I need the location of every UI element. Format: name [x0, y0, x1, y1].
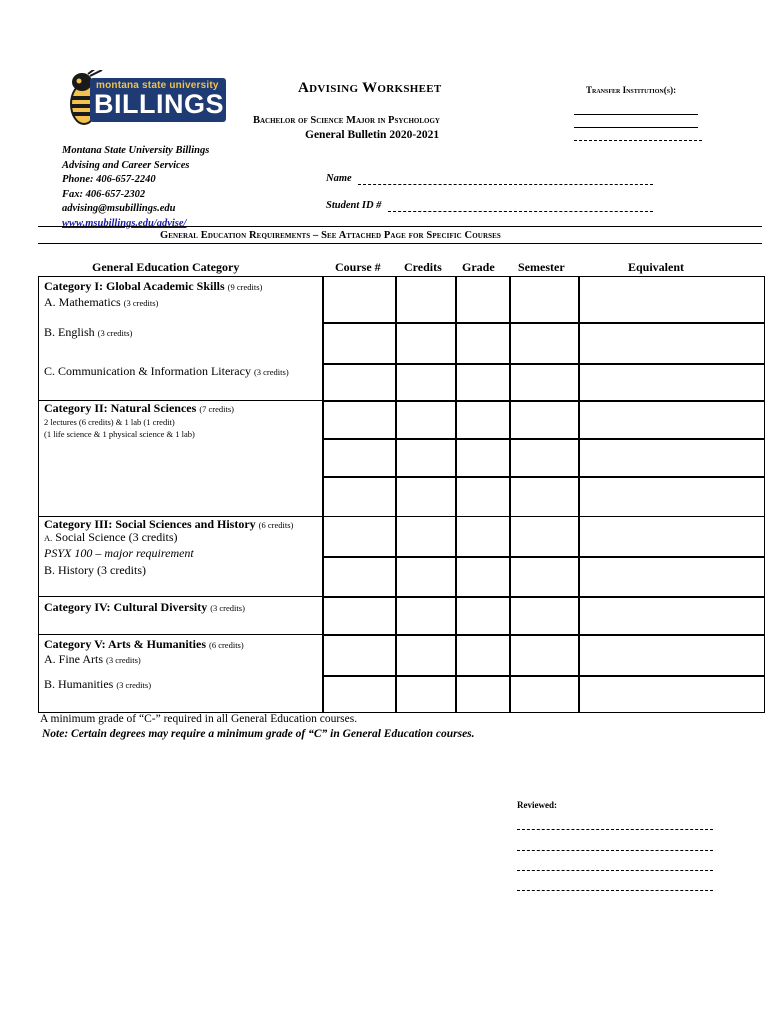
cat3-psyx: PSYX 100 – major requirement: [44, 546, 194, 560]
entry-cell-credits[interactable]: [396, 439, 456, 477]
entry-cell-credits[interactable]: [396, 597, 456, 635]
entry-cell-grade[interactable]: [456, 516, 510, 557]
entry-cell-grade[interactable]: [456, 323, 510, 364]
entry-cell-equivalent[interactable]: [579, 323, 765, 364]
reviewed-line-3[interactable]: [517, 870, 713, 871]
entry-cell-equivalent[interactable]: [579, 276, 765, 323]
col-header-semester: Semester: [518, 260, 565, 274]
gen-ed-table: [38, 276, 765, 713]
entry-cell-equivalent[interactable]: [579, 635, 765, 676]
cat2-credits: (7 credits): [199, 404, 235, 414]
entry-cell-grade[interactable]: [456, 401, 510, 439]
cat2-title-text: Category II: Natural Sciences: [44, 401, 197, 415]
student-id-input-line[interactable]: [388, 211, 653, 212]
name-field: [326, 173, 352, 184]
cat3-b: B. History (3 credits): [44, 563, 146, 577]
cat1-title: [44, 279, 262, 294]
entry-cell-course[interactable]: [323, 323, 396, 364]
reviewed-line-1[interactable]: [517, 829, 713, 830]
reviewed-line-4[interactable]: [517, 890, 713, 891]
entry-cell-course[interactable]: [323, 364, 396, 401]
cat3-a: [44, 530, 178, 545]
entry-cell-equivalent[interactable]: [579, 597, 765, 635]
entry-cell-grade[interactable]: [456, 276, 510, 323]
cat4-title-text: Category IV: Cultural Diversity: [44, 600, 208, 614]
transfer-line-2[interactable]: [574, 127, 698, 128]
name-label: Name: [326, 173, 352, 184]
cat1-c: [44, 364, 289, 379]
contact-phone: Phone: 406-657-2240: [62, 174, 156, 185]
contact-fax: Fax: 406-657-2302: [62, 188, 146, 200]
entry-cell-course[interactable]: [323, 477, 396, 517]
entry-cell-equivalent[interactable]: [579, 401, 765, 439]
contact-dept: Advising and Career Services: [62, 159, 190, 171]
entry-cell-credits[interactable]: [396, 401, 456, 439]
entry-cell-semester[interactable]: [510, 439, 579, 477]
cat5-a-credits: (3 credits): [106, 655, 141, 665]
cat2-line2: (1 life science & 1 physical science & 1 lab): [44, 429, 195, 439]
cat1-credits: (9 credits): [227, 282, 263, 292]
entry-cell-equivalent[interactable]: [579, 557, 765, 597]
student-id-label: Student ID #: [326, 200, 382, 211]
entry-cell-grade[interactable]: [456, 439, 510, 477]
cat1-b: [44, 325, 132, 340]
entry-cell-credits[interactable]: [396, 557, 456, 597]
transfer-institution-label: Transfer Institution(s):: [586, 85, 677, 95]
entry-cell-grade[interactable]: [456, 635, 510, 676]
col-header-category: General Education Category: [92, 260, 240, 274]
cat3-a-text: Social Science (3 credits): [55, 530, 178, 544]
entry-cell-semester[interactable]: [510, 597, 579, 635]
logo-main-text: BILLINGS: [94, 89, 224, 119]
entry-cell-credits[interactable]: [396, 477, 456, 517]
entry-cell-course[interactable]: [323, 516, 396, 557]
cat4-credits: (3 credits): [210, 603, 245, 613]
entry-cell-semester[interactable]: [510, 676, 579, 713]
entry-cell-course[interactable]: [323, 401, 396, 439]
cat1-a: [44, 295, 158, 310]
degree-grade-note: Note: Certain degrees may require a minimum grade of “C” in General Education courses.: [42, 728, 475, 740]
cat5-b-text: B. Humanities: [44, 677, 114, 691]
entry-cell-course[interactable]: [323, 276, 396, 323]
contact-url-link[interactable]: www.msubillings.edu/advise/: [62, 217, 187, 229]
cat4-title: [44, 600, 245, 615]
entry-cell-equivalent[interactable]: [579, 516, 765, 557]
cat5-b-credits: (3 credits): [116, 680, 152, 690]
cat5-b: [44, 677, 151, 692]
entry-cell-course[interactable]: [323, 439, 396, 477]
page-title: Advising Worksheet: [298, 80, 442, 96]
divider-bottom: [38, 243, 762, 244]
divider-top: [38, 226, 762, 227]
bulletin-title: General Bulletin 2020-2021: [305, 129, 440, 141]
gen-ed-heading: General Education Requirements – See Attached Page for Specific Courses: [160, 230, 501, 241]
entry-cell-semester[interactable]: [510, 635, 579, 676]
cat5-title: [44, 637, 244, 652]
entry-cell-grade[interactable]: [456, 557, 510, 597]
category-separator-4: [38, 634, 323, 635]
col-header-course: Course #: [335, 260, 381, 274]
entry-cell-credits[interactable]: [396, 364, 456, 401]
col-header-equivalent: Equivalent: [628, 260, 685, 274]
entry-cell-credits[interactable]: [396, 516, 456, 557]
entry-cell-grade[interactable]: [456, 364, 510, 401]
cat5-title-text: Category V: Arts & Humanities: [44, 637, 206, 651]
entry-cell-semester[interactable]: [510, 364, 579, 401]
cat5-credits: (6 credits): [209, 640, 244, 650]
col-header-grade: Grade: [462, 260, 495, 274]
entry-cell-credits[interactable]: [396, 635, 456, 676]
cat5-a: [44, 652, 141, 667]
cat3-a-prefix: A.: [44, 533, 53, 543]
cat1-title-text: Category I: Global Academic Skills: [44, 279, 225, 293]
contact-email: advising@msubillings.edu: [62, 203, 176, 214]
entry-cell-course[interactable]: [323, 676, 396, 713]
reviewed-line-2[interactable]: [517, 850, 713, 851]
entry-cell-credits[interactable]: [396, 323, 456, 364]
cat1-a-credits: (3 credits): [123, 298, 159, 308]
entry-cell-equivalent[interactable]: [579, 676, 765, 713]
transfer-line-1[interactable]: [574, 114, 698, 115]
name-input-line[interactable]: [358, 184, 653, 185]
entry-cell-grade[interactable]: [456, 597, 510, 635]
cat1-b-credits: (3 credits): [97, 328, 133, 338]
cat2-title: [44, 401, 234, 416]
col-header-credits: Credits: [404, 260, 442, 274]
cat1-a-text: A. Mathematics: [44, 295, 121, 309]
cat2-line1: 2 lectures (6 credits) & 1 lab (1 credit): [44, 417, 175, 427]
contact-org: Montana State University Billings: [62, 145, 210, 156]
reviewed-label: Reviewed:: [517, 800, 557, 810]
degree-title: Bachelor of Science Major in Psychology: [253, 115, 440, 126]
contact-block: [62, 144, 209, 231]
entry-cell-credits[interactable]: [396, 676, 456, 713]
min-grade-note: A minimum grade of “C-” required in all General Education courses.: [40, 713, 358, 725]
entry-cell-grade[interactable]: [456, 477, 510, 517]
cat3-title-text: Category III: Social Sciences and History: [44, 517, 256, 531]
entry-cell-semester[interactable]: [510, 477, 579, 517]
cat5-a-text: A. Fine Arts: [44, 652, 104, 666]
student-id-field: [326, 200, 381, 211]
transfer-line-3[interactable]: [574, 140, 702, 141]
cat3-credits: (6 credits): [258, 520, 294, 530]
category-separator-3: [38, 596, 323, 597]
msub-logo: [62, 70, 228, 130]
entry-cell-semester[interactable]: [510, 516, 579, 557]
entry-cell-equivalent[interactable]: [579, 364, 765, 401]
entry-cell-course[interactable]: [323, 597, 396, 635]
entry-cell-course[interactable]: [323, 635, 396, 676]
entry-cell-semester[interactable]: [510, 276, 579, 323]
cat1-c-credits: (3 credits): [253, 367, 289, 377]
cat1-b-text: B. English: [44, 325, 95, 339]
entry-cell-equivalent[interactable]: [579, 439, 765, 477]
entry-cell-credits[interactable]: [396, 276, 456, 323]
entry-cell-course[interactable]: [323, 557, 396, 597]
entry-cell-equivalent[interactable]: [579, 477, 765, 517]
entry-cell-semester[interactable]: [510, 557, 579, 597]
entry-cell-grade[interactable]: [456, 676, 510, 713]
logo-top-text: montana state university: [96, 80, 219, 91]
entry-cell-semester[interactable]: [510, 323, 579, 364]
entry-cell-semester[interactable]: [510, 401, 579, 439]
cat1-c-text: C. Communication & Information Literacy: [44, 364, 251, 378]
